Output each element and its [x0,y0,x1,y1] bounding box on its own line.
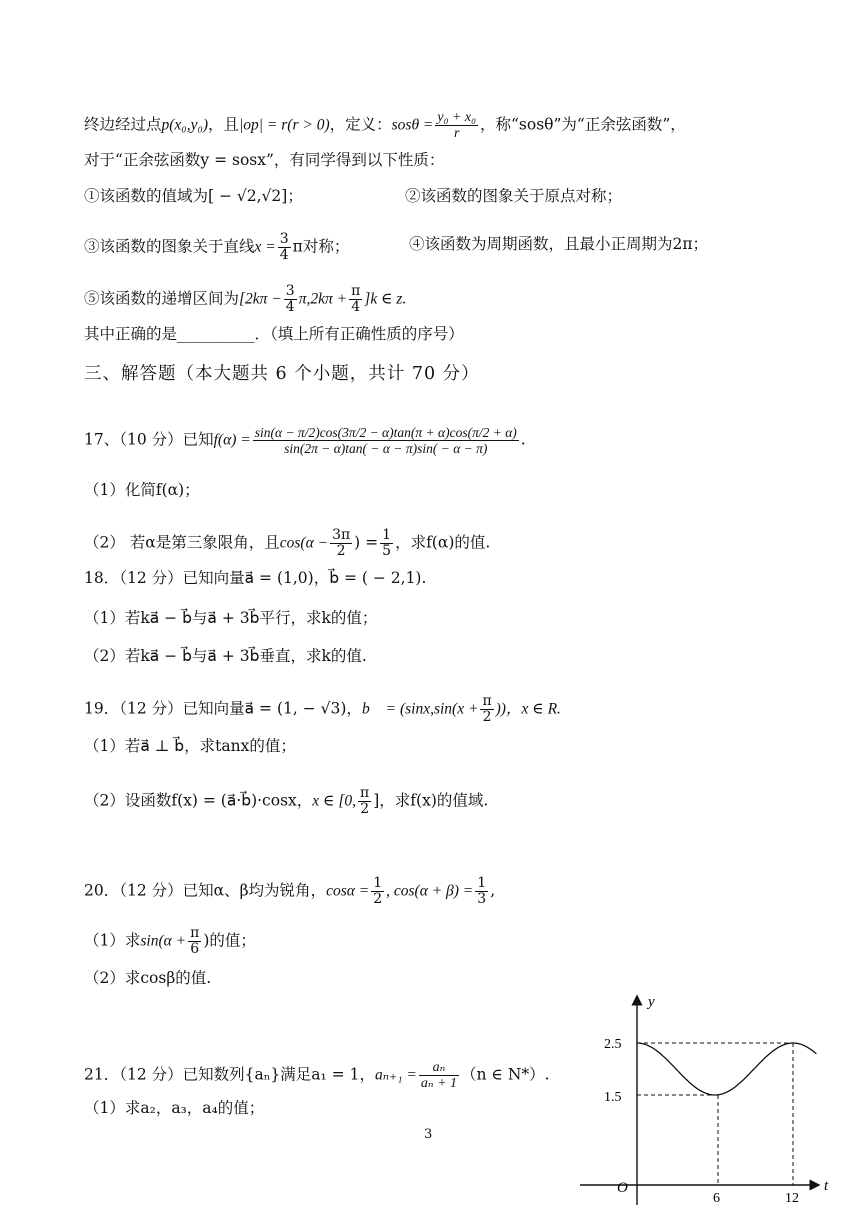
fraction [330,528,352,559]
text: （2） 若α是第三象限角，且 [84,533,280,552]
numerator: sin(α − π/2)cos(3π/2 − α)tan(π + α)cos(π/2 + α) [254,425,517,440]
numerator: π [360,785,370,801]
math: cos(α − [279,534,329,552]
math: x = [254,238,276,256]
math: ) = [354,533,379,552]
math: ))，x ∈ R. [495,700,561,718]
fraction [419,1060,459,1091]
property-3 [84,232,349,263]
property-2: ②该函数的图象关于原点对称； [405,187,623,205]
numerator: 1 [382,527,392,543]
numerator: y₀ + x₀ [437,110,476,125]
question-19 [84,694,561,725]
text: , [490,881,496,900]
section-heading: 三、解答题（本大题共 6 个小题，共计 70 分） [84,364,480,384]
text: ，且 [208,115,240,134]
t-tick-12: 12 [785,1191,799,1205]
text: 17、（10 分）已知 [84,430,214,449]
text: ，求f(α)的值. [395,533,491,552]
y-tick-1-5: 1.5 [604,1090,622,1105]
denominator: 2 [336,543,346,559]
fraction [358,786,371,817]
q19-part-1: （1）若a⃗ ⊥ b⃗，求tanx的值； [84,737,296,755]
denominator: 5 [382,543,392,559]
math: x ∈ [0, [312,792,357,810]
fraction [349,284,362,315]
denominator: 2 [482,709,492,725]
property-1: ①该函数的值域为[ − √2,√2]； [84,187,303,205]
page-number: 3 [424,1127,433,1142]
math-point: p(x₀,y₀) [161,116,209,134]
definition-line [84,110,686,141]
fraction [253,425,519,456]
text: )的值； [203,931,256,950]
denominator: 4 [351,299,361,315]
text: （n ∈ N*）. [461,1065,550,1084]
text: ⑤该函数的递增区间为 [84,289,240,308]
y-tick-2-5: 2.5 [604,1037,622,1052]
fraction [380,528,393,559]
numerator: 3π [332,527,351,543]
denominator: 3 [477,891,487,907]
denominator: 4 [285,299,295,315]
t-tick-6: 6 [713,1191,720,1205]
q20-part-2: （2）求cosβ的值. [84,969,212,987]
text: 19．（12 分）已知向量a⃗ = (1, − √3)， [84,699,362,718]
math: aₙ₊₁ = [374,1066,417,1084]
question-17 [84,425,526,456]
denominator: aₙ + 1 [420,1076,458,1091]
property-4: ④该函数为周期函数，且最小正周期为2π； [409,235,709,253]
q20-part-1 [84,926,256,957]
text: （2）设函数f(x) = (a⃗·b⃗)·cosx， [84,791,313,810]
text: . [520,430,526,449]
fraction [284,284,297,315]
numerator: 1 [477,875,487,891]
text: ，定义： [329,115,392,134]
numerator: π [482,693,492,709]
denominator: 4 [279,247,289,263]
fraction [188,926,201,957]
question-21 [84,1060,550,1091]
denominator: sin(2π − α)tan( − α − π)sin( − α − π) [284,441,488,456]
q18-part-2: （2）若ka⃗ − b⃗与a⃗ + 3b⃗垂直，求k的值. [84,647,367,665]
numerator: 3 [279,231,289,247]
denominator: r [453,126,460,141]
q21-part-1: （1）求a₂，a₃，a₄的值； [84,1099,265,1117]
denominator: 6 [190,941,200,957]
math-sos: sosθ = [391,116,434,134]
text: （1）求 [84,931,141,950]
t-axis-label: t [824,1178,829,1194]
y-axis-label: y [648,994,655,1010]
q19-part-2 [84,786,488,817]
math: π,2kπ + [298,290,348,308]
numerator: 3 [285,283,295,299]
numerator: π [190,925,200,941]
sinusoid-curve [637,1043,816,1095]
pi: π [292,237,303,256]
text: 终边经过点 [84,115,162,134]
denominator: 2 [373,891,383,907]
q17-part-1: （1）化简f(α)； [84,481,200,499]
question-20 [84,876,495,907]
origin-label: O [617,1180,628,1196]
math: cosα = [326,882,370,900]
math: b⃗ = (sinx,sin(x + [361,700,479,718]
math-op: |op| = r(r > 0) [239,116,330,134]
property-5 [84,284,406,315]
sinusoid-graph [580,990,840,1205]
fraction [278,232,291,263]
numerator: 1 [373,875,383,891]
numerator: aₙ [419,1060,459,1076]
fraction [475,876,488,907]
math: f(α) = [213,431,251,449]
fraction [480,694,493,725]
text: 21．（12 分）已知数列{aₙ}满足a₁ = 1， [84,1065,375,1084]
text: ③该函数的图象关于直线 [84,237,255,256]
q17-part-2 [84,528,490,559]
math: , cos(α + β) = [386,882,474,900]
math: [2kπ − [239,290,282,308]
text: 20．（12 分）已知α、β均为锐角， [84,881,327,900]
q18-part-1: （1）若ka⃗ − b⃗与a⃗ + 3b⃗平行，求k的值； [84,609,378,627]
question-18: 18．（12 分）已知向量a⃗ = (1,0)，b⃗ = ( − 2,1). [84,569,427,587]
fraction [435,110,478,141]
math: sin(α + [140,932,187,950]
fraction [371,876,384,907]
text: ，称“sosθ”为“正余弦函数”， [480,115,686,134]
denominator: 2 [360,801,370,817]
intro-line: 对于“正余弦函数y = sosx”，有同学得到以下性质： [84,151,445,169]
math: ]k ∈ z. [364,290,407,308]
answer-blank-line: 其中正确的是__________．（填上所有正确性质的序号） [84,325,464,343]
text: ]，求f(x)的值域. [373,791,489,810]
text: 对称； [302,237,350,256]
numerator: π [351,283,361,299]
